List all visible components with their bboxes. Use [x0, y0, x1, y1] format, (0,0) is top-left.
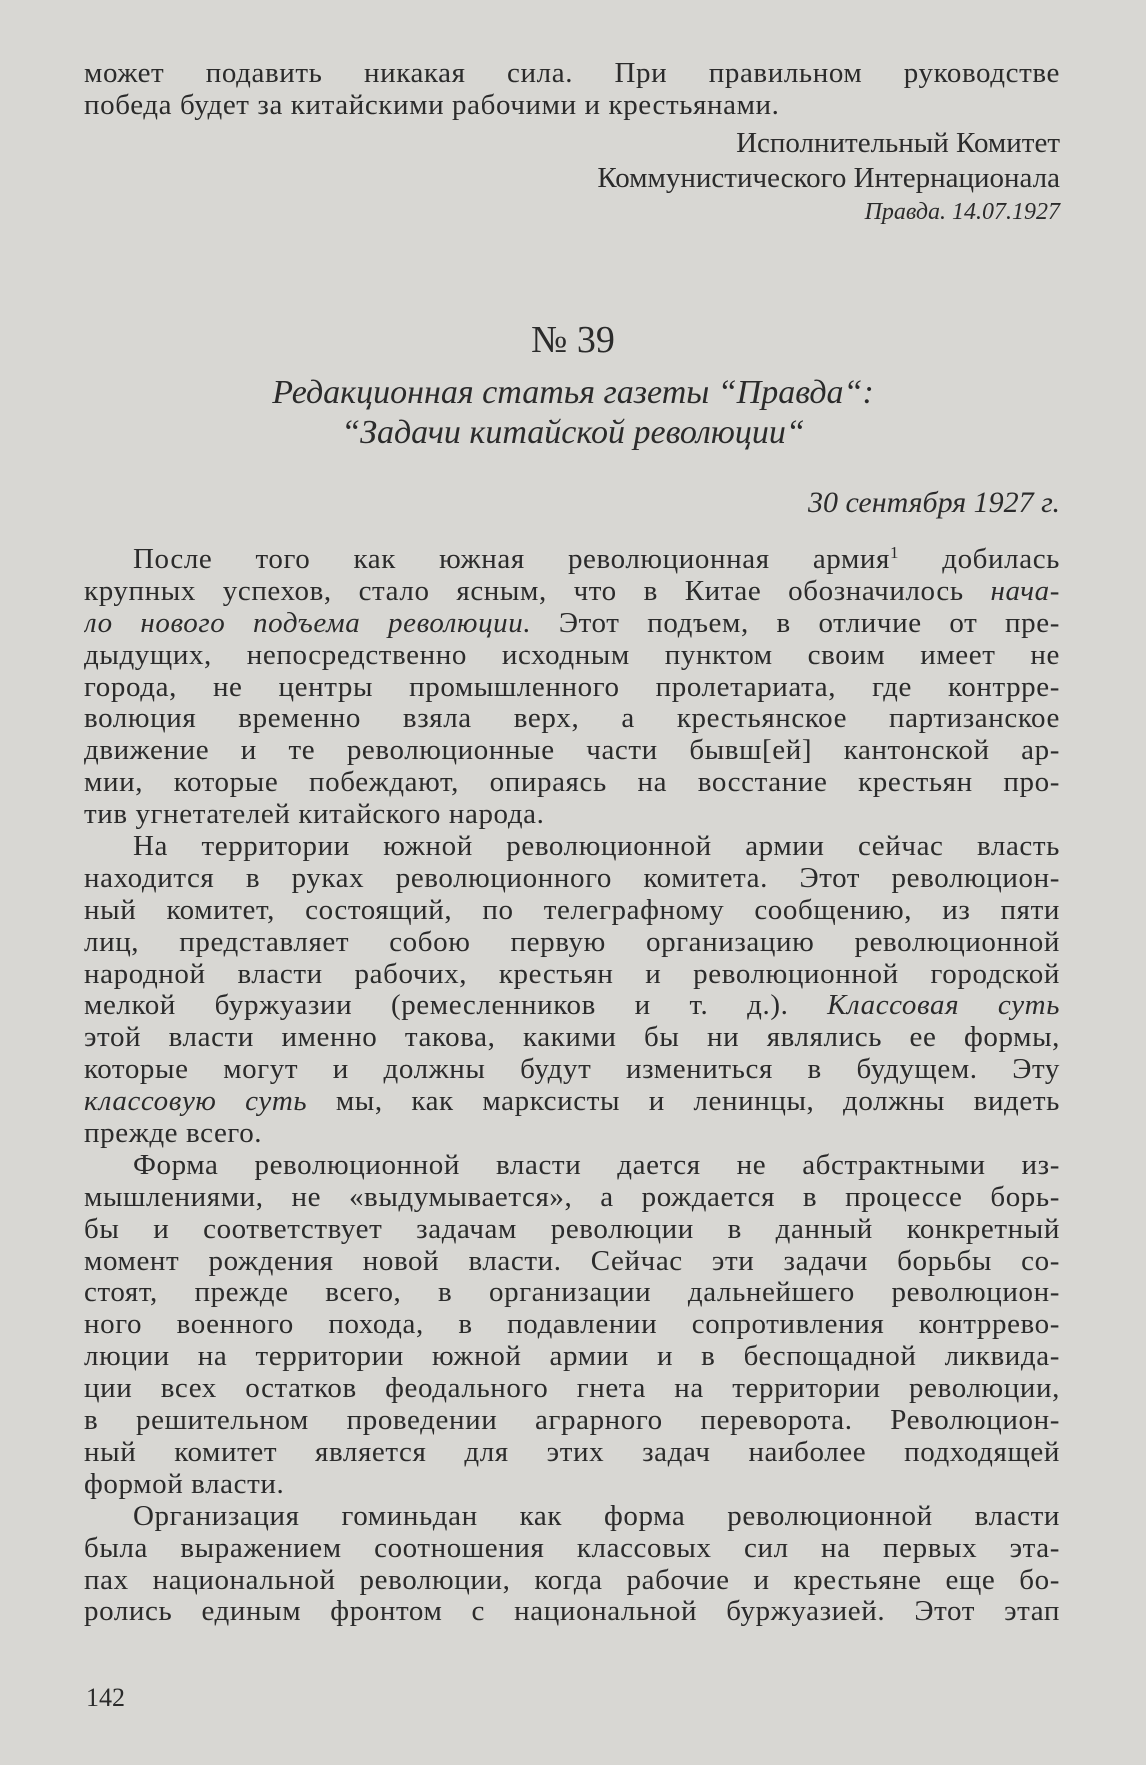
paragraph-line: [84, 1533, 1060, 1565]
paragraph-line: [84, 1565, 1060, 1597]
text-segment: была выражением соотношения классовых сил на первых эта-: [84, 1532, 1060, 1564]
italic-text: классовую суть: [84, 1086, 308, 1118]
text-segment: лиц, представляет собою первую организацию революционной: [84, 926, 1060, 958]
text-segment: находится в руках революционного комитета. Этот революцион-: [84, 862, 1060, 894]
document-title-line-1: Редакционная статья газеты “Правда“:: [272, 374, 874, 411]
paragraph-line: [84, 831, 1060, 863]
text-segment: После того как южная революционная армия: [133, 544, 890, 575]
paragraph-line: [84, 1214, 1060, 1246]
paragraph-line: [84, 1086, 1060, 1118]
text-segment: формой власти.: [84, 1468, 285, 1500]
paragraph-line: [84, 1341, 1060, 1373]
paragraph-line: [84, 927, 1060, 959]
text-segment: движение и те революционные части бывш[ей] кантонской ар-: [84, 735, 1060, 767]
text-segment: народной власти рабочих, крестьян и революционной городской: [84, 958, 1060, 990]
text-segment: мии, которые побеждают, опираясь на восстание крестьян про-: [84, 767, 1060, 799]
text-segment: мы, как марксисты и ленинцы, должны видеть: [307, 1086, 1060, 1118]
source-citation: Правда. 14.07.1927: [864, 199, 1060, 225]
paragraph-line: [84, 799, 1060, 831]
text-segment: ный комитет, состоящий, по телеграфному сообщению, из пяти: [84, 894, 1060, 926]
text-segment: волюция временно взяла верх, а крестьянское партизанское: [84, 703, 1060, 735]
paragraph-line: [84, 1246, 1060, 1278]
text-segment: города, не центры промышленного пролетариата, где контрре-: [84, 671, 1060, 703]
continuation-text: [84, 57, 1060, 121]
paragraph-line: [84, 1405, 1060, 1437]
text-segment: стоят, прежде всего, в организации дальнейшего революцион-: [84, 1277, 1060, 1309]
italic-text: Классовая суть: [827, 990, 1060, 1022]
text-segment: крупных успехов, стало ясным, что в Китае обозначилось: [84, 575, 991, 607]
paragraph-line: [84, 1118, 1060, 1150]
paragraph-line: [84, 959, 1060, 991]
paragraph-line: [84, 1373, 1060, 1405]
text-segment: дыдущих, непосредственно исходным пунктом своим имеет не: [84, 639, 1060, 671]
text-segment: в решительном проведении аграрного переворота. Революцион-: [84, 1405, 1060, 1437]
paragraph-line: [84, 544, 1060, 576]
paragraph-line: [84, 863, 1060, 895]
document-number: № 39: [531, 319, 615, 361]
text-segment: момент рождения новой власти. Сейчас эти задачи борьбы со-: [84, 1245, 1060, 1277]
signature-line-1: Исполнительный Комитет: [736, 127, 1060, 159]
paragraph-line: [84, 1150, 1060, 1182]
paragraph-line: [84, 767, 1060, 799]
text-segment: Организация гоминьдан как форма революционной власти: [133, 1500, 1060, 1532]
paragraph-line: [84, 1596, 1060, 1628]
paragraph-line: [84, 1437, 1060, 1469]
paragraph-line: [84, 895, 1060, 927]
paragraph-line: [84, 1182, 1060, 1214]
article-body: [84, 544, 1060, 1628]
paragraph-line: [84, 608, 1060, 640]
paragraph-line: [84, 1277, 1060, 1309]
text-line: может подавить никакая сила. При правильном руководстве: [84, 57, 1060, 89]
text-segment: ный комитет является для этих задач наиболее подходящей: [84, 1436, 1060, 1468]
paragraph-line: [84, 1054, 1060, 1086]
footnote-marker: 1: [889, 544, 900, 562]
text-segment: ции всех остатков феодального гнета на территории революции,: [84, 1373, 1060, 1405]
document-title-line-2: “Задачи китайской революции“: [341, 414, 805, 451]
paragraph-line: [84, 1501, 1060, 1533]
italic-text: ло нового подъема революции.: [84, 607, 532, 639]
paragraph-line: [84, 1022, 1060, 1054]
text-segment: добилась: [899, 544, 1060, 575]
paragraph-line: [84, 735, 1060, 767]
text-segment: этой власти именно такова, какими бы ни являлись ее формы,: [84, 1022, 1060, 1054]
paragraph-line: [84, 703, 1060, 735]
text-segment: бы и соответствует задачам революции в данный конкретный: [84, 1213, 1060, 1245]
paragraph-line: [84, 576, 1060, 608]
text-segment: люции на территории южной армии и в беспощадной ликвида-: [84, 1341, 1060, 1373]
signature-line-2: Коммунистического Интернационала: [597, 162, 1060, 194]
text-segment: которые могут и должны будут измениться в будущем. Эту: [84, 1054, 1060, 1086]
text-segment: тив угнетателей китайского народа.: [84, 799, 545, 831]
text-segment: ролись единым фронтом с национальной буржуазией. Этот этап: [84, 1596, 1060, 1628]
page-number: 142: [86, 1683, 125, 1712]
text-segment: Форма революционной власти дается не абстрактными из-: [133, 1149, 1060, 1181]
document-date: 30 сентября 1927 г.: [807, 486, 1060, 519]
text-line: победа будет за китайскими рабочими и крестьянами.: [84, 89, 780, 121]
text-segment: мелкой буржуазии (ремесленников и т. д.).: [84, 990, 828, 1022]
text-segment: ного военного похода, в подавлении сопротивления контррево-: [84, 1309, 1060, 1341]
paragraph-line: [84, 990, 1060, 1022]
text-segment: прежде всего.: [84, 1118, 263, 1150]
text-segment: мышлениями, не «выдумывается», а рождается в процессе борь-: [84, 1181, 1060, 1213]
italic-text: нача-: [990, 575, 1060, 607]
paragraph-line: [84, 640, 1060, 672]
text-segment: На территории южной революционной армии сейчас власть: [133, 831, 1060, 863]
paragraph-line: [84, 1469, 1060, 1501]
text-segment: Этот подъем, в отличие от пре-: [531, 607, 1060, 639]
text-segment: пах национальной революции, когда рабочие и крестьяне еще бо-: [84, 1564, 1060, 1596]
paragraph-line: [84, 1309, 1060, 1341]
paragraph-line: [84, 672, 1060, 704]
